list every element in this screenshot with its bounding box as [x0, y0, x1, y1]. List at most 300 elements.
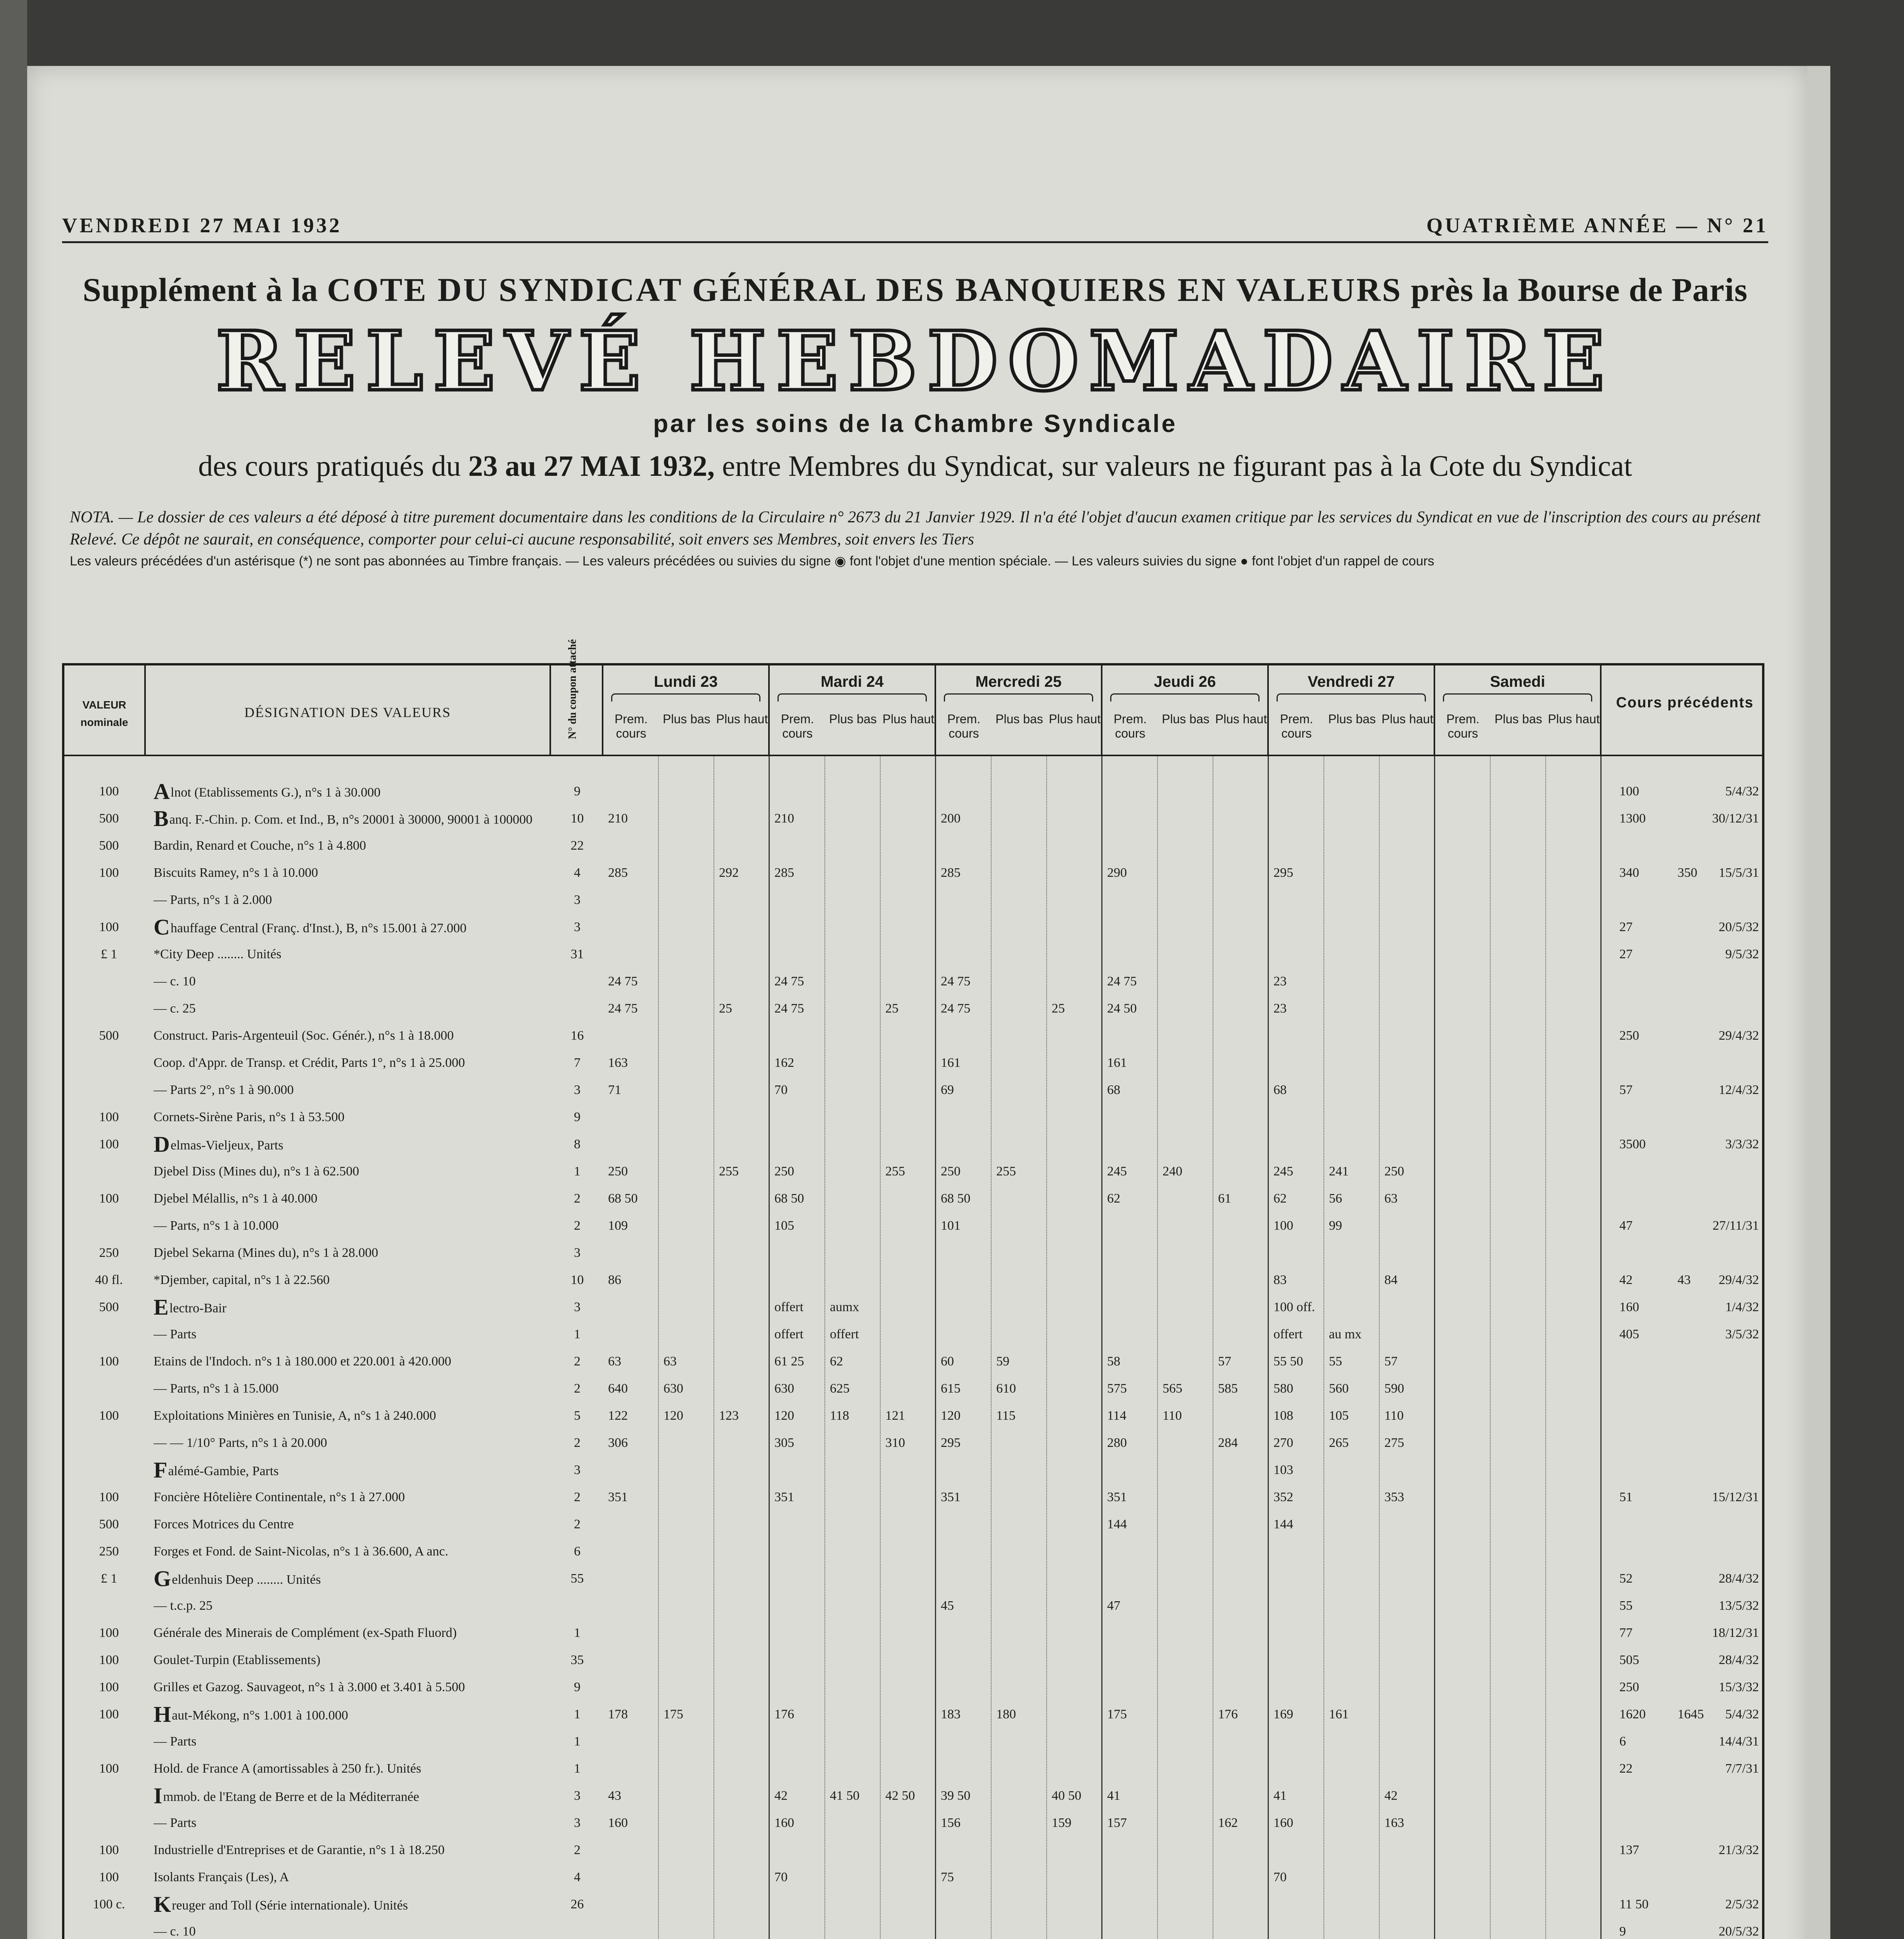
quote-cell: 160	[608, 1816, 628, 1830]
designation: Kreuger and Toll (Série internationale). Unités	[154, 1892, 408, 1917]
quote-cell: offert	[774, 1300, 803, 1314]
quote-cell: 305	[774, 1436, 794, 1450]
coupon-number: 2	[574, 1191, 581, 1206]
quote-cell: 625	[830, 1381, 850, 1396]
nominal-value: 250	[99, 1544, 119, 1559]
quote-cell: 24 75	[941, 1001, 971, 1016]
quote-cell: 160	[1273, 1816, 1293, 1830]
prev-quote: 47	[1619, 1218, 1633, 1233]
running-header	[62, 213, 1768, 243]
designation: Geldenhuis Deep ........ Unités	[154, 1566, 321, 1591]
designation: — c. 10	[154, 1924, 196, 1939]
sub-column-label: Prem. cours	[781, 712, 814, 740]
day-label: Mercredi 25	[975, 673, 1062, 690]
sub-column-label: Prem. cours	[1446, 712, 1480, 740]
quote-cell: 114	[1107, 1408, 1127, 1423]
prev-date: 20/5/32	[1719, 920, 1759, 934]
table-row	[64, 1674, 1762, 1701]
quote-cell: 42 50	[885, 1789, 915, 1803]
quote-cell: 25	[719, 1001, 732, 1016]
prev-quote: 505	[1619, 1653, 1639, 1667]
prev-date: 14/4/31	[1719, 1734, 1759, 1749]
quote-cell: 122	[608, 1408, 628, 1423]
nominal-value: 500	[99, 1300, 119, 1314]
table-row	[64, 1728, 1762, 1755]
nominal-value: 100	[99, 1653, 119, 1667]
table-row	[64, 1538, 1762, 1565]
prev-date: 3/5/32	[1725, 1327, 1759, 1341]
nominal-value: 100	[99, 1843, 119, 1857]
nominal-value: 500	[99, 1028, 119, 1043]
quote-cell: 70	[774, 1870, 788, 1884]
quote-cell: 575	[1107, 1381, 1127, 1396]
quote-cell: 175	[663, 1707, 683, 1721]
quote-cell: 156	[941, 1816, 961, 1830]
coupon-number: 31	[570, 947, 584, 961]
quote-cell: 100 off.	[1273, 1300, 1315, 1314]
quote-cell: 55	[1329, 1354, 1342, 1369]
table-row	[64, 995, 1762, 1022]
quote-cell: 108	[1273, 1408, 1293, 1423]
coupon-number: 3	[574, 1083, 581, 1097]
quote-cell: 62	[830, 1354, 843, 1369]
coupon-number: 2	[574, 1490, 581, 1504]
day-brace	[1110, 693, 1260, 702]
quote-cell: 160	[774, 1816, 794, 1830]
designation: — Parts 2°, n°s 1 à 90.000	[154, 1083, 294, 1097]
coupon-number: 4	[574, 1870, 581, 1884]
designation: Haut-Mékong, n°s 1.001 à 100.000	[154, 1702, 348, 1727]
coupon-number: 1	[574, 1734, 581, 1749]
coupon-number: 55	[570, 1571, 584, 1586]
quote-cell: 245	[1107, 1164, 1127, 1179]
coupon-number: 9	[574, 1110, 581, 1124]
designation: Goulet-Turpin (Etablissements)	[154, 1653, 321, 1667]
designation: Cornets-Sirène Paris, n°s 1 à 53.500	[154, 1110, 345, 1124]
quote-cell: 280	[1107, 1436, 1127, 1450]
prev-date: 1/4/32	[1725, 1300, 1759, 1314]
nominal-value: 500	[99, 838, 119, 853]
table-row	[64, 778, 1762, 805]
coupon-number: 3	[574, 1463, 581, 1477]
quote-cell: 25	[885, 1001, 898, 1016]
day-brace	[944, 693, 1093, 702]
quote-cell: 99	[1329, 1218, 1342, 1233]
designation: *City Deep ........ Unités	[154, 947, 282, 961]
quote-cell: 351	[941, 1490, 961, 1504]
quote-cell: 161	[941, 1056, 961, 1070]
prev-quote: 51	[1619, 1490, 1633, 1504]
table-row	[64, 832, 1762, 859]
table-body	[64, 778, 1762, 1939]
nominal-value: 500	[99, 1517, 119, 1531]
nominal-value: £ 1	[100, 1571, 117, 1586]
quote-cell: 40 50	[1052, 1789, 1082, 1803]
day-header	[1435, 665, 1602, 755]
quote-cell: 640	[608, 1381, 628, 1396]
quote-cell: 24 75	[1107, 974, 1137, 989]
prev-quote: 27	[1619, 920, 1633, 934]
prev-date: 21/3/32	[1719, 1843, 1759, 1857]
quote-cell: 69	[941, 1083, 954, 1097]
quote-cell: 630	[663, 1381, 683, 1396]
quote-cell: 250	[774, 1164, 794, 1179]
nominal-value: 40 fl.	[95, 1273, 123, 1287]
table-row	[64, 1321, 1762, 1348]
designation: Electro-Bair	[154, 1294, 226, 1320]
quote-cell: 630	[774, 1381, 794, 1396]
sub-column-label: Prem. cours	[1280, 712, 1313, 740]
sub-column-label: Prem. cours	[1113, 712, 1147, 740]
quote-cell: 62	[1107, 1191, 1120, 1206]
quote-cell: 250	[608, 1164, 628, 1179]
prev-quote: 340	[1619, 866, 1639, 880]
quote-cell: 178	[608, 1707, 628, 1721]
quote-cell: 63	[663, 1354, 677, 1369]
prev-quote: 160	[1619, 1300, 1639, 1314]
prev-date: 30/12/31	[1712, 811, 1759, 826]
quote-cell: 295	[1273, 866, 1293, 880]
quote-cell: 41	[1273, 1789, 1287, 1803]
prev-date: 15/3/32	[1719, 1680, 1759, 1694]
quote-cell: 68	[1107, 1083, 1120, 1097]
coupon-number: 3	[574, 1816, 581, 1830]
prev-quote-2: 43	[1678, 1273, 1691, 1287]
prev-quote: 57	[1619, 1083, 1633, 1097]
quote-cell: 615	[941, 1381, 961, 1396]
quote-cell: 352	[1273, 1490, 1293, 1504]
quote-cell: 610	[996, 1381, 1016, 1396]
designation: Forges et Fond. de Saint-Nicolas, n°s 1 à 36.600, A anc.	[154, 1544, 448, 1559]
quote-cell: 57	[1384, 1354, 1398, 1369]
sub-column-label: Prem. cours	[947, 712, 981, 740]
designation: Isolants Français (Les), A	[154, 1870, 289, 1884]
quote-cell: 24 75	[608, 974, 638, 989]
quote-cell: 255	[719, 1164, 739, 1179]
prev-quote: 250	[1619, 1028, 1639, 1043]
coupon-number: 10	[570, 811, 584, 826]
table-row	[64, 1701, 1762, 1728]
initial-letter: C	[154, 914, 170, 940]
period-line	[62, 449, 1768, 483]
quote-cell: 353	[1384, 1490, 1404, 1504]
prev-date: 9/5/32	[1725, 947, 1759, 961]
quote-cell: 285	[941, 866, 961, 880]
quote-cell: 250	[941, 1164, 961, 1179]
coupon-number: 3	[574, 1789, 581, 1803]
prev-quote: 6	[1619, 1734, 1626, 1749]
designation: — — 1/10° Parts, n°s 1 à 20.000	[154, 1436, 327, 1450]
prev-date: 5/4/32	[1725, 784, 1759, 798]
designation: — Parts, n°s 1 à 2.000	[154, 893, 272, 907]
table-row	[64, 1158, 1762, 1185]
table-row	[64, 1077, 1762, 1104]
day-brace	[611, 693, 760, 702]
prev-quote-2: 1645	[1678, 1707, 1704, 1721]
nominal-value: 100	[99, 1626, 119, 1640]
designation: Djebel Mélallis, n°s 1 à 40.000	[154, 1191, 318, 1206]
designation: Djebel Sekarna (Mines du), n°s 1 à 28.000	[154, 1246, 378, 1260]
quote-cell: 68 50	[941, 1191, 971, 1206]
sub-column-label: Plus haut	[1548, 712, 1600, 726]
day-label: Jeudi 26	[1154, 673, 1216, 690]
quote-cell: 120	[663, 1408, 683, 1423]
designation: Banq. F.-Chin. p. Com. et Ind., B, n°s 20001 à 30000, 90001 à 100000	[154, 806, 533, 831]
designation: — c. 10	[154, 974, 196, 989]
nominal-value: 500	[99, 811, 119, 826]
quote-cell: 250	[1384, 1164, 1404, 1179]
table-row	[64, 1375, 1762, 1402]
coupon-number: 2	[574, 1218, 581, 1233]
designation: Chauffage Central (Franç. d'Inst.), B, n°s 15.001 à 27.000	[154, 914, 467, 940]
period-b: 23 au 27 MAI 1932,	[468, 450, 715, 482]
quote-cell: 42	[774, 1789, 788, 1803]
coupon-number: 2	[574, 1381, 581, 1396]
nominal-value: 100	[99, 866, 119, 880]
col-header-valeur: VALEUR nominale	[64, 665, 146, 755]
quote-cell: 105	[774, 1218, 794, 1233]
prev-date: 27/11/31	[1712, 1218, 1759, 1233]
table-row	[64, 1267, 1762, 1294]
day-label: Lundi 23	[654, 673, 718, 690]
initial-letter: I	[154, 1783, 162, 1808]
table-row	[64, 1348, 1762, 1375]
table-row	[64, 1131, 1762, 1158]
quote-cell: 159	[1052, 1816, 1071, 1830]
coupon-number: 2	[574, 1517, 581, 1531]
nominal-value: 100	[99, 1408, 119, 1423]
coupon-number: 1	[574, 1327, 581, 1341]
quote-cell: 24 50	[1107, 1001, 1137, 1016]
quote-cell: 24 75	[774, 974, 804, 989]
quote-cell: 180	[996, 1707, 1016, 1721]
nominal-value: 100	[99, 1137, 119, 1151]
sub-column-label: Plus bas	[1495, 712, 1542, 726]
quote-cell: offert	[830, 1327, 859, 1341]
designation: Falémé-Gambie, Parts	[154, 1457, 279, 1483]
designation: — Parts	[154, 1816, 197, 1830]
day-label: Mardi 24	[821, 673, 884, 690]
quote-cell: 23	[1273, 974, 1287, 989]
nominal-value: 250	[99, 1246, 119, 1260]
quote-cell: 123	[719, 1408, 739, 1423]
day-header	[936, 665, 1102, 755]
quote-cell: 585	[1218, 1381, 1238, 1396]
coupon-number: 2	[574, 1354, 581, 1369]
sub-column-label: Plus bas	[829, 712, 877, 726]
quote-cell: 285	[608, 866, 628, 880]
quote-cell: 84	[1384, 1273, 1398, 1287]
coupon-number: 2	[574, 1436, 581, 1450]
quote-cell: 163	[608, 1056, 628, 1070]
table-row	[64, 1511, 1762, 1538]
col-header-designation: DÉSIGNATION DES VALEURS	[146, 665, 551, 755]
quote-cell: 590	[1384, 1381, 1404, 1396]
quote-cell: 200	[941, 811, 961, 826]
designation: Djebel Diss (Mines du), n°s 1 à 62.500	[154, 1164, 359, 1179]
prev-quote: 52	[1619, 1571, 1633, 1586]
coupon-number: 3	[574, 1300, 581, 1314]
designation: Foncière Hôtelière Continentale, n°s 1 à 27.000	[154, 1490, 405, 1504]
quote-cell: 284	[1218, 1436, 1238, 1450]
quote-cell: 161	[1107, 1056, 1127, 1070]
quote-cell: 240	[1163, 1164, 1182, 1179]
sub-column-label: Plus haut	[1049, 712, 1101, 726]
prev-quote: 42	[1619, 1273, 1633, 1287]
table-row	[64, 1619, 1762, 1647]
prev-quote: 27	[1619, 947, 1633, 961]
quote-cell: 351	[1107, 1490, 1127, 1504]
initial-letter: A	[154, 779, 170, 804]
nominal-value: 100	[99, 1110, 119, 1124]
prev-quote: 100	[1619, 784, 1639, 798]
sub-column-label: Plus bas	[663, 712, 710, 726]
binding-edge	[0, 0, 27, 1939]
sub-column-label: Plus haut	[1381, 712, 1434, 726]
table-row	[64, 1565, 1762, 1592]
quote-cell: 60	[941, 1354, 954, 1369]
quote-cell: 109	[608, 1218, 628, 1233]
quote-cell: 57	[1218, 1354, 1231, 1369]
designation: Forces Motrices du Centre	[154, 1517, 294, 1531]
supplement-prefix: Supplément à la	[83, 271, 318, 308]
prev-quote-2: 350	[1678, 866, 1697, 880]
prev-date: 29/4/32	[1719, 1273, 1759, 1287]
quote-cell: 270	[1273, 1436, 1293, 1450]
nominal-value: 100	[99, 1870, 119, 1884]
coupon-number: 10	[570, 1273, 584, 1287]
quote-cell: 71	[608, 1083, 621, 1097]
quote-cell: 245	[1273, 1164, 1293, 1179]
quote-cell: 275	[1384, 1436, 1404, 1450]
day-label: Samedi	[1490, 673, 1545, 690]
designation: — Parts	[154, 1327, 197, 1341]
quote-cell: 121	[885, 1408, 905, 1423]
page-edge	[1807, 66, 1830, 1939]
table-row	[64, 1647, 1762, 1674]
quote-cell: 290	[1107, 866, 1127, 880]
quote-cell: 120	[941, 1408, 961, 1423]
sub-column-label: Plus bas	[1328, 712, 1376, 726]
table-row	[64, 941, 1762, 968]
quote-cell: 103	[1273, 1463, 1293, 1477]
coupon-number: 6	[574, 1544, 581, 1559]
coupon-number: 1	[574, 1761, 581, 1776]
day-brace	[777, 693, 927, 702]
coupon-number: 3	[574, 893, 581, 907]
table-row	[64, 1809, 1762, 1837]
table-row	[64, 1837, 1762, 1864]
prev-date: 28/4/32	[1719, 1653, 1759, 1667]
initial-letter: E	[154, 1294, 169, 1320]
nominal-value: 100	[99, 784, 119, 798]
period-a: des cours pratiqués du	[198, 450, 461, 482]
quote-cell: 565	[1163, 1381, 1182, 1396]
quote-cell: 144	[1273, 1517, 1293, 1531]
quote-cell: 41 50	[830, 1789, 860, 1803]
prev-date: 15/5/31	[1719, 866, 1759, 880]
quote-cell: 175	[1107, 1707, 1127, 1721]
table-row	[64, 1891, 1762, 1918]
legend-line: Les valeurs précédées d'un astérisque (*) ne sont pas abonnées au Timbre français. — Les valeurs précédées ou suivies du signe ◉ font l'objet d'une mention spéciale. — Les valeurs suivies du signe ● font l'objet d'un rappel de cours	[70, 554, 1434, 569]
designation: — Parts	[154, 1734, 197, 1749]
quote-cell: 70	[1273, 1870, 1287, 1884]
quote-cell: 86	[608, 1273, 621, 1287]
day-header	[603, 665, 770, 755]
designation: Alnot (Etablissements G.), n°s 1 à 30.000	[154, 779, 381, 804]
coupon-number: 1	[574, 1164, 581, 1179]
designation: — Parts, n°s 1 à 15.000	[154, 1381, 279, 1396]
coupon-number: 1	[574, 1626, 581, 1640]
issue-number: QUATRIÈME ANNÉE — N° 21	[1426, 214, 1768, 237]
quote-cell: 120	[774, 1408, 794, 1423]
quote-cell: 105	[1329, 1408, 1349, 1423]
quote-cell: 55 50	[1273, 1354, 1303, 1369]
prev-date: 2/5/32	[1725, 1897, 1759, 1911]
sub-column-label: Prem. cours	[614, 712, 648, 740]
prev-quote: 9	[1619, 1924, 1626, 1939]
designation: — c. 25	[154, 1001, 196, 1016]
quote-cell: 560	[1329, 1381, 1349, 1396]
day-brace	[1443, 693, 1592, 702]
quote-cell: 292	[719, 866, 739, 880]
subtitle: par les soins de la Chambre Syndicale	[653, 410, 1177, 437]
day-label: Vendredi 27	[1308, 673, 1395, 690]
quote-cell: 24 75	[941, 974, 971, 989]
initial-letter: H	[154, 1702, 171, 1727]
table-row	[64, 1782, 1762, 1809]
coupon-number: 26	[570, 1897, 584, 1911]
coupon-number: 35	[570, 1653, 584, 1667]
quote-cell: 25	[1052, 1001, 1065, 1016]
prev-quote: 250	[1619, 1680, 1639, 1694]
quote-cell: 162	[774, 1056, 794, 1070]
quote-cell: 59	[996, 1354, 1009, 1369]
nominal-value: 100	[99, 1191, 119, 1206]
quote-cell: 63	[608, 1354, 621, 1369]
coupon-number: 9	[574, 1680, 581, 1694]
header-rule	[64, 755, 1762, 756]
quote-cell: 68	[1273, 1083, 1287, 1097]
quote-cell: 176	[1218, 1707, 1238, 1721]
nominal-value: £ 1	[100, 947, 117, 961]
quote-cell: 47	[1107, 1599, 1120, 1613]
quote-cell: 241	[1329, 1164, 1349, 1179]
coupon-number: 8	[574, 1137, 581, 1151]
masthead	[62, 213, 1768, 569]
designation: Industrielle d'Entreprises et de Garantie, n°s 1 à 18.250	[154, 1843, 445, 1857]
page-title: RELEVÉ HEBDOMADAIRE	[216, 313, 1615, 409]
quote-cell: 110	[1384, 1408, 1404, 1423]
quote-cell: offert	[774, 1327, 803, 1341]
prev-date: 12/4/32	[1719, 1083, 1759, 1097]
table-row	[64, 859, 1762, 887]
day-header	[1269, 665, 1435, 755]
quote-cell: 351	[608, 1490, 628, 1504]
quote-cell: 351	[774, 1490, 794, 1504]
designation: Grilles et Gazog. Sauvageot, n°s 1 à 3.000 et 3.401 à 5.500	[154, 1680, 465, 1694]
prev-date: 29/4/32	[1719, 1028, 1759, 1043]
quote-cell: 183	[941, 1707, 961, 1721]
quote-cell: 157	[1107, 1816, 1127, 1830]
quote-cell: 118	[830, 1408, 849, 1423]
table-row	[64, 1185, 1762, 1212]
table-row	[64, 1239, 1762, 1267]
prev-quote: 1620	[1619, 1707, 1646, 1721]
quote-cell: 100	[1273, 1218, 1293, 1233]
prev-quote: 11 50	[1619, 1897, 1649, 1911]
prev-date: 7/7/31	[1725, 1761, 1759, 1776]
